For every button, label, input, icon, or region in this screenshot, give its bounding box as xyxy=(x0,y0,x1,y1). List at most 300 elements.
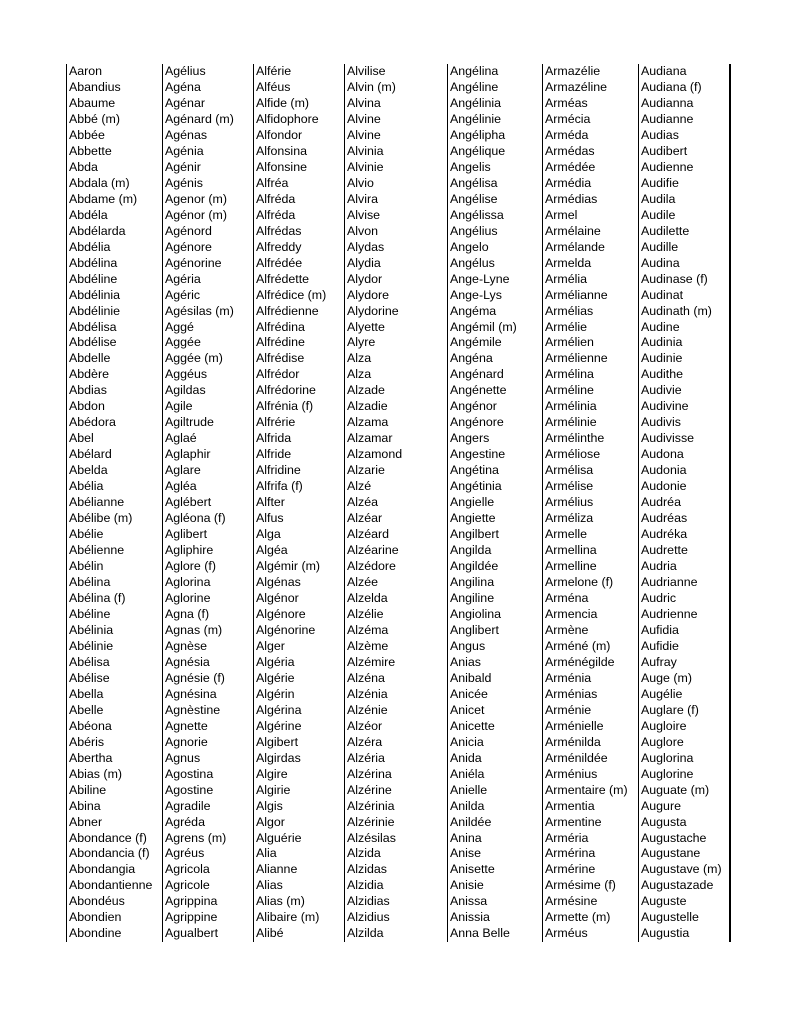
name-cell: Arména xyxy=(545,590,589,605)
name-cell: Audréas xyxy=(641,511,688,526)
name-cell: Agnorie xyxy=(165,734,208,749)
name-cell: Augure xyxy=(641,798,681,813)
name-cell: Alzérina xyxy=(347,766,392,781)
name-cell: Alzéard xyxy=(347,527,390,542)
name-cell: Armazéline xyxy=(545,79,607,94)
name-cell: Anibald xyxy=(450,670,492,685)
name-cell: Agnas (m) xyxy=(165,622,223,637)
name-cell: Audinase (f) xyxy=(641,271,708,286)
name-cell: Augélie xyxy=(641,686,683,701)
name-cell: Algirdas xyxy=(256,750,301,765)
name-cell: Angéline xyxy=(450,79,499,94)
name-cell: Abbée xyxy=(69,127,105,142)
name-cell: Anissia xyxy=(450,910,490,925)
name-cell: Audianna xyxy=(641,95,694,110)
name-cell: Agricole xyxy=(165,878,210,893)
name-cell: Anna Belle xyxy=(450,926,510,941)
name-cell: Abéline xyxy=(69,606,111,621)
name-cell: Audille xyxy=(641,239,679,254)
name-cell: Audina xyxy=(641,255,680,270)
name-cell: Armelda xyxy=(545,255,592,270)
name-cell: Alvina xyxy=(347,95,381,110)
name-cell: Algénas xyxy=(256,575,301,589)
name-cell: Armédas xyxy=(545,143,595,158)
name-cell: Armette (m) xyxy=(545,910,611,925)
name-cell: Agésilas (m) xyxy=(165,303,234,318)
name-cell: Armentia xyxy=(545,798,595,813)
name-cell: Audine xyxy=(641,319,680,334)
name-cell: Angielle xyxy=(450,495,495,510)
name-cell: Armédée xyxy=(545,159,596,174)
name-cell: Armélinia xyxy=(545,399,597,414)
name-cell: Agrippine xyxy=(165,910,218,925)
name-cell: Arméus xyxy=(545,926,588,941)
name-cell: Agrens (m) xyxy=(165,830,227,845)
name-cell: Augustache xyxy=(641,830,707,845)
name-cell: Auglare (f) xyxy=(641,702,699,717)
name-cell: Angélina xyxy=(450,64,499,78)
name-cell: Audile xyxy=(641,207,676,222)
name-cell: Audithe xyxy=(641,367,684,382)
name-cell: Abias (m) xyxy=(69,766,123,781)
name-cell: Algor xyxy=(256,814,285,829)
name-cell: Abondance (f) xyxy=(69,830,147,845)
name-cell: Angéma xyxy=(450,303,497,318)
name-cell: Alzéma xyxy=(347,622,389,637)
name-cell: Angénor xyxy=(450,399,497,414)
name-cell: Audianne xyxy=(641,111,694,126)
name-cell: Abélise xyxy=(69,670,110,685)
name-cell: Angiette xyxy=(450,511,496,526)
name-cell: Agnèse xyxy=(165,638,208,653)
name-cell: Alzidas xyxy=(347,862,387,877)
name-cell: Alzé xyxy=(347,479,372,494)
name-cell: Abélie xyxy=(69,527,104,542)
name-cell: Abélin xyxy=(69,559,104,574)
name-cell: Alzélie xyxy=(347,606,384,621)
name-cell: Alzésilas xyxy=(347,830,396,845)
name-cell: Abertha xyxy=(69,750,113,765)
name-cell: Alga xyxy=(256,527,281,542)
name-cell: Armélias xyxy=(545,303,594,318)
name-cell: Audrianne xyxy=(641,575,698,589)
name-cell: Auglorine xyxy=(641,766,694,781)
name-cell: Armélien xyxy=(545,335,594,350)
name-cell: Alzidias xyxy=(347,894,390,909)
name-cell: Abina xyxy=(69,798,101,813)
name-cell: Augusta xyxy=(641,814,687,829)
name-cell: Algirie xyxy=(256,782,291,797)
name-cell: Algérina xyxy=(256,702,302,717)
name-cell: Algis xyxy=(256,798,283,813)
name-cell: Abdéla xyxy=(69,207,108,222)
name-cell: Arméné (m) xyxy=(545,638,611,653)
name-cell: Angélipha xyxy=(450,127,506,142)
name-cell: Abondien xyxy=(69,910,122,925)
name-cell: Alger xyxy=(256,638,285,653)
name-cell: Abdélinie xyxy=(69,303,120,318)
name-cell: Arméliose xyxy=(545,447,601,462)
name-cell: Audivine xyxy=(641,399,689,414)
name-cell: Algérie xyxy=(256,670,295,685)
name-cell: Alias xyxy=(256,878,283,893)
name-cell: Alza xyxy=(347,367,372,382)
name-cell: Abélia xyxy=(69,479,104,494)
name-cell: Alfrédette xyxy=(256,271,310,286)
name-cell: Armélinie xyxy=(545,415,597,430)
name-cell: Abondine xyxy=(69,926,122,941)
name-cell: Alvio xyxy=(347,175,374,190)
name-cell: Abélina xyxy=(69,575,111,589)
name-cell: Angélique xyxy=(450,143,506,158)
name-cell: Audinia xyxy=(641,335,683,350)
name-cell: Alféus xyxy=(256,79,291,94)
name-cell: Agélius xyxy=(165,64,206,78)
name-cell: Armésine xyxy=(545,894,598,909)
name-cell: Angestine xyxy=(450,447,506,462)
name-cell: Abdélise xyxy=(69,335,117,350)
name-cell: Arméda xyxy=(545,127,589,142)
name-cell: Anias xyxy=(450,654,481,669)
name-cell: Alfide (m) xyxy=(256,95,310,110)
name-cell: Agénord xyxy=(165,223,212,238)
name-cell: Armazélie xyxy=(545,64,601,78)
name-cell: Arménie xyxy=(545,702,592,717)
name-cell: Angelis xyxy=(450,159,491,174)
name-cell: Armène xyxy=(545,622,589,637)
name-cell: Armédias xyxy=(545,191,598,206)
name-cell: Armelone (f) xyxy=(545,575,614,589)
name-cell: Angilda xyxy=(450,543,492,558)
name-cell: Alfrédine xyxy=(256,335,305,350)
name-cell: Audinat xyxy=(641,287,684,302)
name-cell: Algérin xyxy=(256,686,295,701)
name-cell: Alvilise xyxy=(347,64,386,78)
name-cell: Algémir (m) xyxy=(256,559,321,574)
name-cell: Aglibert xyxy=(165,527,208,542)
name-cell: Alfreddy xyxy=(256,239,302,254)
name-cell: Agildas xyxy=(165,383,206,398)
name-cell: Audria xyxy=(641,559,677,574)
name-cell: Alydor xyxy=(347,271,383,286)
name-cell: Angildée xyxy=(450,559,499,574)
name-cell: Alfrédorine xyxy=(256,383,316,398)
name-cell: Agénir xyxy=(165,159,201,174)
name-cell: Algéria xyxy=(256,654,295,669)
name-cell: Alzamond xyxy=(347,447,403,462)
name-cell: Abélinie xyxy=(69,638,114,653)
name-cell: Alzilda xyxy=(347,926,384,941)
name-cell: Aglore (f) xyxy=(165,559,216,574)
name-column xyxy=(542,64,638,942)
name-cell: Aniéla xyxy=(450,766,485,781)
name-cell: Abaume xyxy=(69,95,116,110)
name-cell: Angelo xyxy=(450,239,489,254)
name-cell: Agrippina xyxy=(165,894,218,909)
name-cell: Agénard (m) xyxy=(165,111,234,126)
name-cell: Arménias xyxy=(545,686,598,701)
name-cell: Audivie xyxy=(641,383,682,398)
name-cell: Armélienne xyxy=(545,351,608,366)
name-cell: Alfrédise xyxy=(256,351,305,366)
name-cell: Augustane xyxy=(641,846,701,861)
name-cell: Abélienne xyxy=(69,543,125,558)
name-cell: Agénis xyxy=(165,175,203,190)
name-cell: Aglorine xyxy=(165,590,211,605)
name-cell: Abelda xyxy=(69,463,108,478)
name-cell: Angilbert xyxy=(450,527,499,542)
name-cell: Abbé (m) xyxy=(69,111,120,126)
name-cell: Alza xyxy=(347,351,372,366)
name-cell: Alguérie xyxy=(256,830,302,845)
name-cell: Anielle xyxy=(450,782,488,797)
name-cell: Agostina xyxy=(165,766,214,781)
name-cell: Augustelle xyxy=(641,910,699,925)
name-cell: Anisie xyxy=(450,878,484,893)
name-cell: Armérina xyxy=(545,846,596,861)
name-cell: Alydia xyxy=(347,255,381,270)
name-cell: Abdame (m) xyxy=(69,191,138,206)
name-cell: Armécia xyxy=(545,111,591,126)
name-cell: Angémile xyxy=(450,335,502,350)
name-cell: Alydorine xyxy=(347,303,399,318)
name-cell: Alzéor xyxy=(347,718,383,733)
name-cell: Agénor (m) xyxy=(165,207,227,222)
name-cell: Agléa xyxy=(165,479,197,494)
name-cell: Alias (m) xyxy=(256,894,305,909)
name-cell: Angélius xyxy=(450,223,498,238)
name-cell: Audinath (m) xyxy=(641,303,712,318)
name-cell: Alfride xyxy=(256,447,292,462)
name-cell: Alfonsina xyxy=(256,143,307,158)
name-cell: Anilda xyxy=(450,798,485,813)
name-cell: Alzamar xyxy=(347,431,393,446)
name-cell: Augloire xyxy=(641,718,687,733)
name-cell: Alydore xyxy=(347,287,390,302)
name-cell: Alzéra xyxy=(347,734,383,749)
name-cell: Armélius xyxy=(545,495,594,510)
name-cell: Alibaire (m) xyxy=(256,910,320,925)
name-cell: Alfondor xyxy=(256,127,303,142)
name-cell: Aglaphir xyxy=(165,447,211,462)
name-cell: Algénorine xyxy=(256,622,316,637)
name-cell: Armélie xyxy=(545,319,587,334)
name-cell: Algibert xyxy=(256,734,299,749)
name-cell: Alvine xyxy=(347,111,381,126)
name-column xyxy=(344,64,447,942)
name-column xyxy=(447,64,542,942)
name-cell: Anicée xyxy=(450,686,488,701)
name-cell: Alzédore xyxy=(347,559,396,574)
name-cell: Alvira xyxy=(347,191,378,206)
name-cell: Armel xyxy=(545,207,578,222)
name-cell: Abner xyxy=(69,814,103,829)
name-cell: Arménia xyxy=(545,670,592,685)
name-cell: Abédora xyxy=(69,415,116,430)
name-cell: Angémil (m) xyxy=(450,319,517,334)
name-cell: Armélina xyxy=(545,367,594,382)
name-cell: Abdélina xyxy=(69,255,118,270)
name-cell: Alfrifa (f) xyxy=(256,479,303,494)
name-cell: Audonie xyxy=(641,479,687,494)
name-cell: Agiltrude xyxy=(165,415,214,430)
name-cell: Alzade xyxy=(347,383,385,398)
name-cell: Agostine xyxy=(165,782,214,797)
name-cell: Aglorina xyxy=(165,575,211,589)
name-cell: Algéa xyxy=(256,543,288,558)
name-cell: Alzémire xyxy=(347,654,396,669)
name-cell: Armélande xyxy=(545,239,605,254)
name-cell: Agénorine xyxy=(165,255,222,270)
name-cell: Arménilda xyxy=(545,734,601,749)
name-cell: Agnésina xyxy=(165,686,217,701)
name-cell: Abondangia xyxy=(69,862,136,877)
name-cell: Abiline xyxy=(69,782,107,797)
name-cell: Arméline xyxy=(545,383,594,398)
name-cell: Alzéa xyxy=(347,495,378,510)
name-cell: Armellina xyxy=(545,543,597,558)
name-cell: Algire xyxy=(256,766,288,781)
name-column xyxy=(162,64,253,942)
name-cell: Alianne xyxy=(256,862,298,877)
name-cell: Angélinia xyxy=(450,95,501,110)
name-cell: Audrette xyxy=(641,543,688,558)
name-cell: Aggée xyxy=(165,335,201,350)
name-cell: Alférie xyxy=(256,64,292,78)
name-cell: Aglaé xyxy=(165,431,197,446)
name-cell: Audivis xyxy=(641,415,681,430)
name-cell: Audifie xyxy=(641,175,679,190)
name-cell: Agnèstine xyxy=(165,702,221,717)
name-cell: Angélinie xyxy=(450,111,501,126)
name-cell: Augustia xyxy=(641,926,690,941)
name-cell: Agnésia xyxy=(165,654,210,669)
name-cell: Abdala (m) xyxy=(69,175,130,190)
name-cell: Audibert xyxy=(641,143,688,158)
name-cell: Auglorina xyxy=(641,750,694,765)
name-cell: Alzénie xyxy=(347,702,388,717)
name-cell: Alzama xyxy=(347,415,389,430)
name-cell: Alzarie xyxy=(347,463,385,478)
name-cell: Alzénia xyxy=(347,686,388,701)
name-cell: Aaron xyxy=(69,64,103,78)
name-cell: Aggé xyxy=(165,319,194,334)
name-cell: Alfonsine xyxy=(256,159,307,174)
name-cell: Angus xyxy=(450,638,486,653)
name-cell: Armelle xyxy=(545,527,587,542)
name-cell: Alvinie xyxy=(347,159,384,174)
name-cell: Alfter xyxy=(256,495,285,510)
name-cell: Armelline xyxy=(545,559,597,574)
name-cell: Agliphire xyxy=(165,543,214,558)
name-cell: Agénas xyxy=(165,127,208,142)
name-cell: Alzidia xyxy=(347,878,384,893)
name-cell: Anisette xyxy=(450,862,495,877)
name-cell: Abella xyxy=(69,686,104,701)
name-cell: Audienne xyxy=(641,159,694,174)
name-cell: Audrienne xyxy=(641,606,698,621)
name-cell: Armencia xyxy=(545,606,598,621)
name-cell: Aufidie xyxy=(641,638,679,653)
name-cell: Agénia xyxy=(165,143,204,158)
name-cell: Armentaire (m) xyxy=(545,782,628,797)
name-cell: Agréda xyxy=(165,814,205,829)
name-cell: Agricola xyxy=(165,862,210,877)
name-cell: Auglore xyxy=(641,734,684,749)
name-cell: Agéna xyxy=(165,79,201,94)
name-cell: Audiana (f) xyxy=(641,79,702,94)
name-cell: Auguate (m) xyxy=(641,782,710,797)
name-cell: Angilina xyxy=(450,575,495,589)
name-cell: Alvon xyxy=(347,223,378,238)
name-cell: Armélise xyxy=(545,479,594,494)
name-cell: Alia xyxy=(256,846,277,861)
name-cell: Alfrédée xyxy=(256,255,303,270)
name-cell: Alfrédina xyxy=(256,319,305,334)
name-cell: Algénore xyxy=(256,606,306,621)
name-cell: Alfrérie xyxy=(256,415,296,430)
name-cell: Armélisa xyxy=(545,463,594,478)
name-cell: Anicet xyxy=(450,702,485,717)
name-cell: Audonia xyxy=(641,463,687,478)
name-cell: Alfréda xyxy=(256,191,296,206)
name-cell: Armérine xyxy=(545,862,596,877)
name-cell: Auge (m) xyxy=(641,670,692,685)
name-cell: Alzéna xyxy=(347,670,385,685)
name-cell: Abondantienne xyxy=(69,878,153,893)
name-cell: Angers xyxy=(450,431,490,446)
name-cell: Anise xyxy=(450,846,481,861)
name-cell: Anildée xyxy=(450,814,492,829)
name-cell: Augustazade xyxy=(641,878,714,893)
name-cell: Alvise xyxy=(347,207,381,222)
name-cell: Angétinia xyxy=(450,479,502,494)
name-cell: Abel xyxy=(69,431,94,446)
name-cell: Augustave (m) xyxy=(641,862,722,877)
name-cell: Armédia xyxy=(545,175,592,190)
name-cell: Angélise xyxy=(450,191,498,206)
name-cell: Agnésie (f) xyxy=(165,670,225,685)
name-cell: Abdéline xyxy=(69,271,118,286)
name-cell: Agradile xyxy=(165,798,211,813)
name-cell: Audila xyxy=(641,191,676,206)
name-cell: Aufidia xyxy=(641,622,679,637)
name-cell: Alzidius xyxy=(347,910,390,925)
name-cell: Audréa xyxy=(641,495,681,510)
name-cell: Agénar xyxy=(165,95,205,110)
name-cell: Abda xyxy=(69,159,98,174)
name-cell: Abélina (f) xyxy=(69,590,126,605)
name-cell: Arméas xyxy=(545,95,588,110)
name-cell: Arméliza xyxy=(545,511,594,526)
name-cell: Alzéar xyxy=(347,511,383,526)
name-column xyxy=(66,64,162,942)
name-cell: Arménégilde xyxy=(545,654,615,669)
name-cell: Abélinia xyxy=(69,622,114,637)
name-cell: Agnette xyxy=(165,718,208,733)
name-cell: Aufray xyxy=(641,654,677,669)
name-cell: Agenor (m) xyxy=(165,191,227,206)
name-cell: Armélianne xyxy=(545,287,608,302)
name-cell: Angénard xyxy=(450,367,504,382)
name-cell: Arménielle xyxy=(545,718,604,733)
name-cell: Armélinthe xyxy=(545,431,605,446)
name-cell: Angénore xyxy=(450,415,504,430)
name-cell: Alfus xyxy=(256,511,284,526)
name-cell: Abélibe (m) xyxy=(69,511,133,526)
name-cell: Angélus xyxy=(450,255,495,270)
name-cell: Ange-Lyne xyxy=(450,271,510,286)
